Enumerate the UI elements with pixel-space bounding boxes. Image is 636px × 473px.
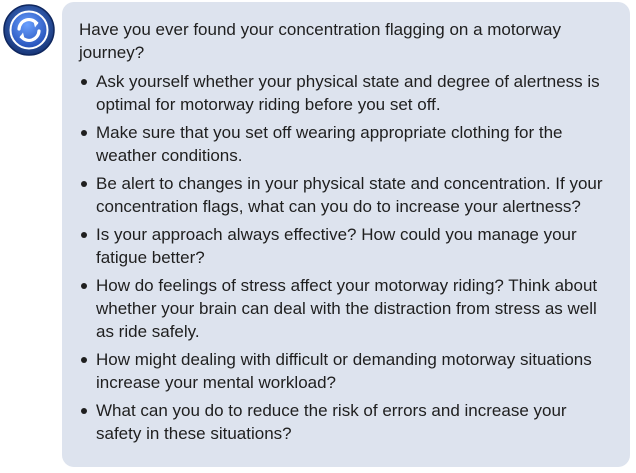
list-item: Make sure that you set off wearing appropriate clothing for the weather conditions.: [79, 121, 612, 167]
list-item: Ask yourself whether your physical state and degree of alertness is optimal for motorway riding before you set off.: [79, 70, 612, 116]
list-item: What can you do to reduce the risk of errors and increase your safety in these situations?: [79, 399, 612, 445]
list-item: How might dealing with difficult or demanding motorway situations increase your mental workload?: [79, 348, 612, 394]
intro-question: Have you ever found your concentration flagging on a motorway journey?: [79, 20, 561, 62]
refresh-cycle-icon: [2, 3, 56, 57]
bullet-list: [79, 70, 612, 445]
content-panel: [62, 2, 630, 467]
list-item: Be alert to changes in your physical state and concentration. If your concentration flags, what can you do to increase your alertness?: [79, 172, 612, 218]
list-item: How do feelings of stress affect your motorway riding? Think about whether your brain can deal with the distraction from stress as well as ride safely.: [79, 274, 612, 343]
list-item: Is your approach always effective? How could you manage your fatigue better?: [79, 223, 612, 269]
